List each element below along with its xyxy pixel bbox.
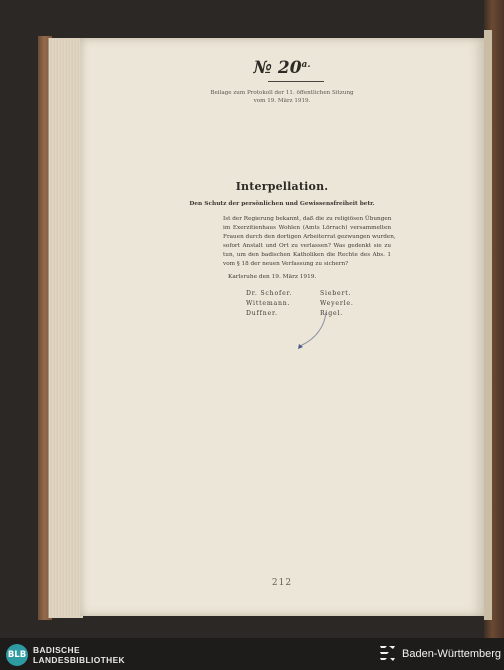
signature-right: Siebert.: [320, 290, 352, 297]
document-number: № $20^{a.}$: [253, 58, 311, 78]
signature-right: Rigel.: [320, 310, 344, 317]
beilage-line-1: Beilage zum Protokoll der 11. öffentlichen Sitzung: [210, 90, 354, 96]
blb-org-line-1: BADISCHE: [33, 645, 80, 655]
pencil-mark-icon: [292, 310, 332, 350]
page-number: 212: [271, 578, 293, 588]
body-line: vom § 18 der neuen Verfassung zu sichern?: [223, 261, 349, 267]
blb-org-line-2: LANDESBIBLIOTHEK: [33, 655, 126, 665]
body-line: sofort Anstalt und Ort zu verlassen? Was gedenkt sie zu: [223, 243, 391, 249]
body-line: Frauen durch den dortigen Arbeiterrat gezwungen wurden,: [223, 234, 396, 240]
partner-name[interactable]: Baden-Württemberg: [402, 648, 502, 660]
interpellation-heading: Interpellation.: [235, 180, 329, 193]
bw-lions-icon[interactable]: [378, 643, 398, 665]
body-line: im Exerzitienhaus Wohlen (Amts Lörrach) versammelten: [223, 225, 391, 231]
signature-left: Dr. Schofer.: [246, 290, 293, 297]
signature-left: Wittemann.: [246, 300, 291, 307]
body-line: Ist der Regierung bekannt, daß die zu religiösen Übungen: [223, 216, 392, 222]
title-rule: [268, 81, 324, 82]
signature-left: Duffner.: [246, 310, 278, 317]
signature-right: Weyerle.: [320, 300, 354, 307]
beilage-line-2: vom 19. März 1919.: [253, 98, 311, 104]
document-page: [80, 38, 484, 616]
facing-page-edge: [484, 30, 492, 620]
body-line: tun, um den badischen Katholiken die Rechte des Abs. 1: [223, 252, 391, 258]
page-stack: [48, 38, 83, 618]
place-date: Karlsruhe den 19. März 1919.: [228, 274, 317, 280]
blb-logo-icon[interactable]: BLB: [6, 644, 28, 666]
interpellation-subject: Den Schutz der persönlichen und Gewissensfreiheit betr.: [189, 201, 375, 207]
